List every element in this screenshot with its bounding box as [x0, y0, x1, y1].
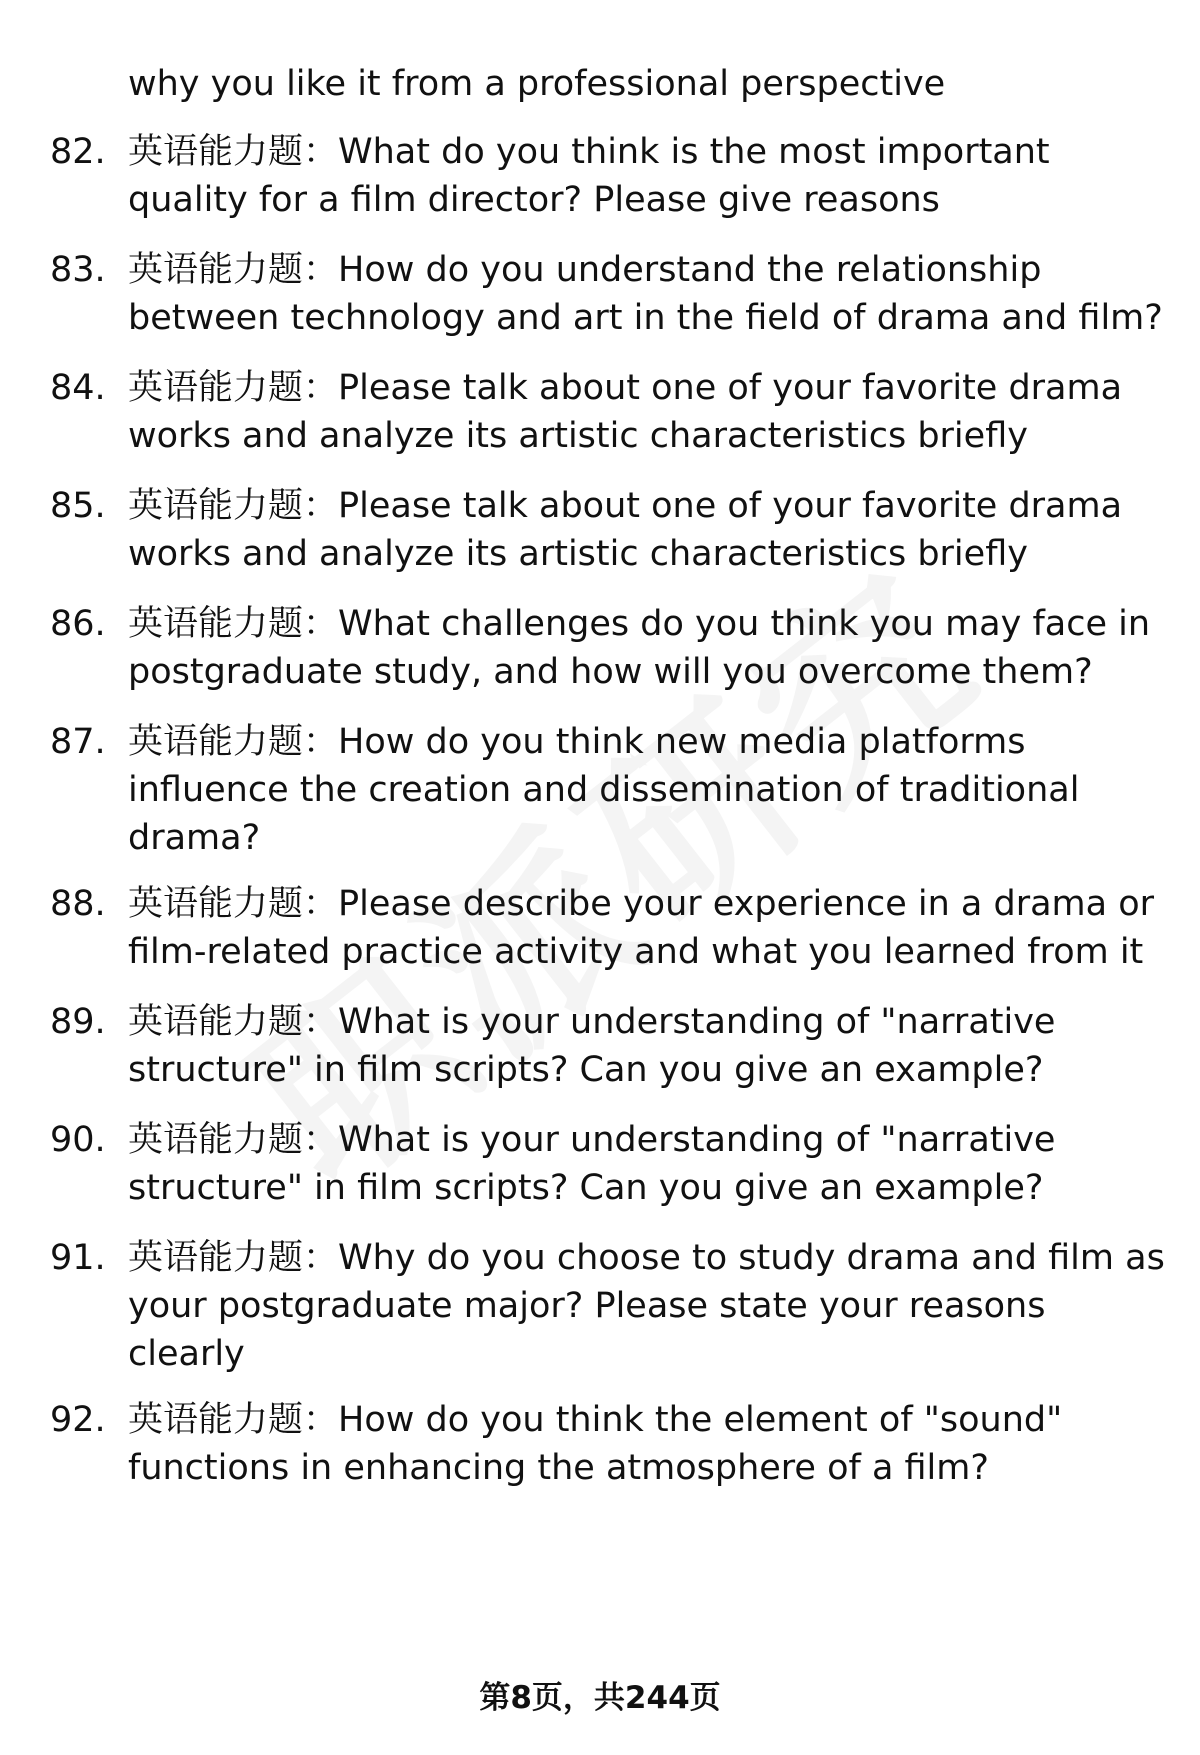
question-item — [50, 880, 1170, 976]
question-item — [50, 482, 1170, 578]
question-text: How do you think new media platforms influence the creation and dissemination of traditional drama? — [128, 722, 1080, 858]
question-category: 英语能力题： — [128, 1120, 339, 1160]
question-text: Please talk about one of your favorite drama works and analyze its artistic characteristics briefly — [128, 486, 1123, 574]
question-text: What challenges do you think you may face in postgraduate study, and how will you overcome them? — [128, 604, 1151, 692]
question-category: 英语能力题： — [128, 1002, 339, 1042]
question-category: 英语能力题： — [128, 368, 339, 408]
question-text: Please describe your experience in a drama or film-related practice activity and what you learned from it — [128, 884, 1155, 972]
question-item — [50, 718, 1170, 862]
question-category: 英语能力题： — [128, 250, 339, 290]
question-category: 英语能力题： — [128, 132, 339, 172]
question-body — [128, 364, 1170, 460]
question-category: 英语能力题： — [128, 486, 339, 526]
question-number: 89. — [50, 1002, 106, 1042]
continued-question-text: why you like it from a professional perspective — [128, 64, 946, 104]
question-item — [50, 600, 1170, 696]
question-text: What do you think is the most important quality for a film director? Please give reasons — [128, 132, 1050, 220]
question-number: 90. — [50, 1120, 106, 1160]
question-category: 英语能力题： — [128, 722, 339, 762]
question-number: 84. — [50, 368, 106, 408]
question-item — [50, 1396, 1170, 1492]
question-number: 88. — [50, 884, 106, 924]
question-body — [128, 1234, 1170, 1378]
question-body — [128, 128, 1170, 224]
question-category: 英语能力题： — [128, 1400, 339, 1440]
question-number: 92. — [50, 1400, 106, 1440]
question-number: 91. — [50, 1238, 106, 1278]
page-footer: 第8页，共244页 — [479, 1680, 721, 1716]
question-number: 85. — [50, 486, 106, 526]
question-body — [128, 998, 1170, 1094]
question-number: 86. — [50, 604, 106, 644]
question-text: Why do you choose to study drama and film as your postgraduate major? Please state your reasons clearly — [128, 1238, 1165, 1374]
question-body — [128, 1116, 1170, 1212]
question-item — [50, 128, 1170, 224]
question-item — [50, 246, 1170, 342]
question-category: 英语能力题： — [128, 604, 339, 644]
question-text: How do you think the element of "sound" functions in enhancing the atmosphere of a film? — [128, 1400, 1063, 1488]
question-body — [128, 1396, 1170, 1492]
question-category: 英语能力题： — [128, 884, 339, 924]
question-text: What is your understanding of "narrative structure" in film scripts? Can you give an example? — [128, 1002, 1056, 1090]
question-number: 82. — [50, 132, 106, 172]
question-body — [128, 718, 1170, 862]
question-text: Please talk about one of your favorite drama works and analyze its artistic characteristics briefly — [128, 368, 1123, 456]
question-number: 83. — [50, 250, 106, 290]
question-number: 87. — [50, 722, 106, 762]
question-text: How do you understand the relationship between technology and art in the field of drama and film? — [128, 250, 1163, 338]
question-body — [128, 880, 1170, 976]
question-category: 英语能力题： — [128, 1238, 339, 1278]
question-item — [50, 998, 1170, 1094]
question-item — [50, 1234, 1170, 1378]
question-item — [50, 1116, 1170, 1212]
question-body — [128, 482, 1170, 578]
question-body — [128, 246, 1170, 342]
question-item — [50, 364, 1170, 460]
question-text: What is your understanding of "narrative structure" in film scripts? Can you give an example? — [128, 1120, 1056, 1208]
question-body — [128, 600, 1170, 696]
